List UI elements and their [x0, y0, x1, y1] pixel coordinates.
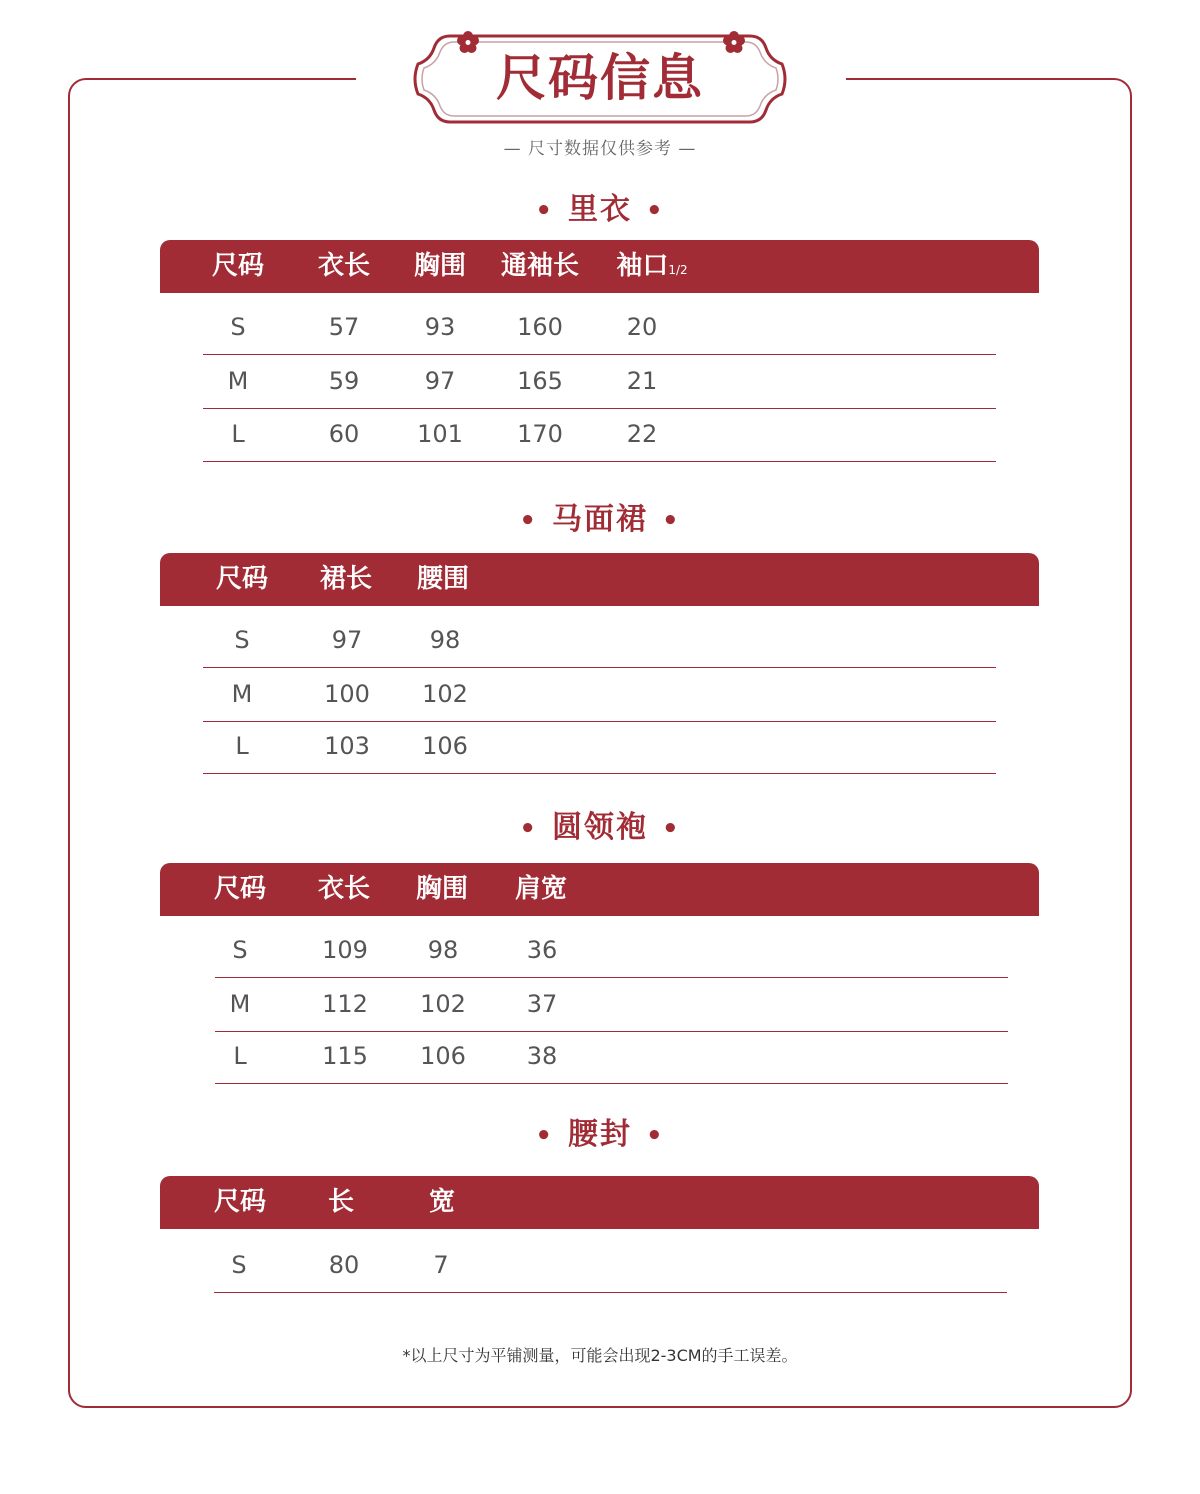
footnote: *以上尺寸为平铺测量，可能会出现2-3CM的手工误差。: [402, 1346, 798, 1365]
section-title-liyi: • 里衣 •: [535, 192, 665, 227]
header-cell: 肩宽: [514, 874, 568, 904]
table-cell: M: [229, 990, 251, 1018]
table-cell: 60: [328, 420, 360, 448]
table-cell: 59: [328, 367, 360, 395]
section-title-mamianqun: • 马面裙 •: [519, 502, 681, 537]
header-cell: 尺码: [215, 564, 269, 594]
header-cell: 宽: [428, 1187, 456, 1217]
table-row: [203, 409, 996, 462]
table-row: [215, 979, 1008, 1032]
table-row: [215, 1031, 1008, 1084]
table-cell: 100: [324, 680, 370, 708]
table-header-mamianqun: [160, 553, 1039, 606]
plum-blossom-icon: [722, 30, 746, 54]
section-title-yuanlingpao: • 圆领袍 •: [519, 810, 681, 845]
table-row: [214, 1240, 1007, 1293]
table-row: [203, 721, 996, 774]
table-cell: 7: [433, 1251, 449, 1279]
table-cell: 80: [328, 1251, 360, 1279]
table-cell: 170: [517, 420, 563, 448]
table-cell: 98: [429, 626, 461, 654]
page-subtitle: — 尺寸数据仅供参考 —: [503, 139, 697, 159]
table-row: [203, 669, 996, 722]
table-cell: 37: [526, 990, 558, 1018]
table-cell: 102: [422, 680, 468, 708]
table-row: [215, 925, 1008, 978]
section-title-yaofeng: • 腰封 •: [535, 1117, 665, 1152]
table-header-yaofeng: [160, 1176, 1039, 1229]
table-cell: M: [231, 680, 253, 708]
page-title: 尺码信息: [496, 49, 704, 107]
table-row: [203, 356, 996, 409]
table-header-liyi: [160, 240, 1039, 293]
table-cell: S: [231, 1251, 247, 1279]
table-cell: 102: [420, 990, 466, 1018]
table-cell: 112: [322, 990, 368, 1018]
header-cell: 腰围: [416, 564, 470, 594]
table-cell: 160: [517, 313, 563, 341]
table-cell: L: [235, 732, 249, 760]
table-cell: 57: [328, 313, 360, 341]
table-cell: M: [227, 367, 249, 395]
table-cell: S: [232, 936, 248, 964]
title-plaque: [410, 30, 790, 128]
table-cell: L: [233, 1042, 247, 1070]
header-cell: 尺码: [213, 1187, 267, 1217]
table-cell: 22: [626, 420, 658, 448]
table-cell: 97: [424, 367, 456, 395]
header-cell: 袖口1/2: [616, 251, 688, 281]
table-cell: 109: [322, 936, 368, 964]
table-cell: 20: [626, 313, 658, 341]
table-cell: 36: [526, 936, 558, 964]
table-cell: 165: [517, 367, 563, 395]
table-cell: 106: [420, 1042, 466, 1070]
header-cell: 尺码: [213, 874, 267, 904]
table-row: [203, 302, 996, 355]
header-cell: 衣长: [317, 251, 371, 281]
header-cell: 胸围: [415, 874, 469, 904]
table-cell: 101: [417, 420, 463, 448]
table-header-yuanlingpao: [160, 863, 1039, 916]
table-cell: 93: [424, 313, 456, 341]
table-cell: S: [230, 313, 246, 341]
table-cell: 103: [324, 732, 370, 760]
header-cell: 裙长: [319, 564, 373, 594]
header-cell: 通袖长: [500, 251, 580, 281]
table-cell: S: [234, 626, 250, 654]
header-cell: 胸围: [413, 251, 467, 281]
table-cell: 106: [422, 732, 468, 760]
table-cell: L: [231, 420, 245, 448]
table-cell: 115: [322, 1042, 368, 1070]
header-cell: 长: [327, 1187, 355, 1217]
header-cell: 衣长: [317, 874, 371, 904]
table-row: [203, 615, 996, 668]
table-cell: 38: [526, 1042, 558, 1070]
header-cell: 尺码: [211, 251, 265, 281]
table-cell: 21: [626, 367, 658, 395]
plum-blossom-icon: [456, 30, 480, 54]
table-cell: 98: [427, 936, 459, 964]
table-cell: 97: [331, 626, 363, 654]
